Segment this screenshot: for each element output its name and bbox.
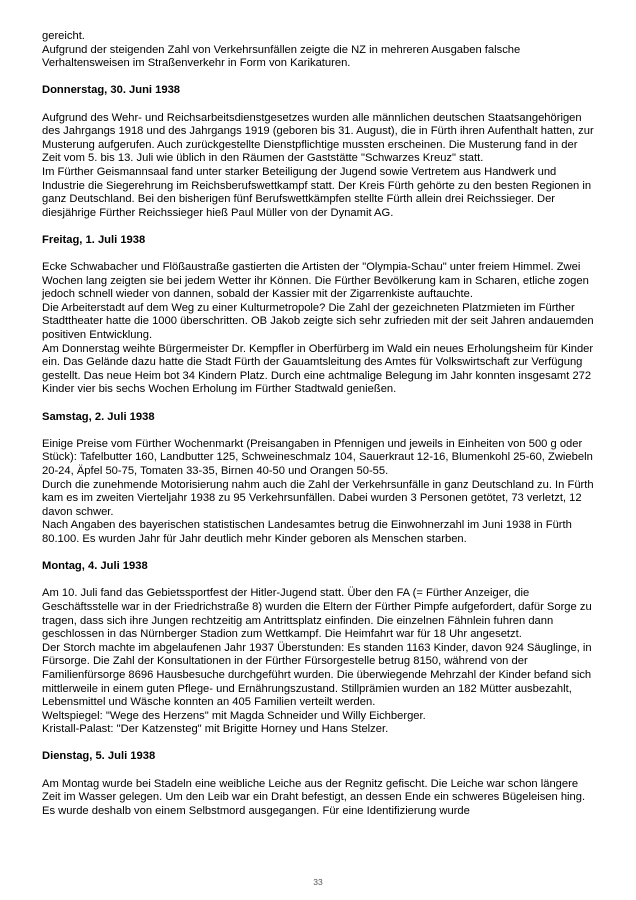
entry-heading-4-juli-1938: Montag, 4. Juli 1938 bbox=[42, 560, 148, 573]
paragraph: Kristall-Palast: "Der Katzensteg" mit Brigitte Horney und Hans Stelzer. bbox=[42, 723, 389, 736]
page-number: 33 bbox=[313, 877, 323, 887]
paragraph-block-freitag bbox=[42, 261, 594, 397]
entry-heading-1-juli-1938: Freitag, 1. Juli 1938 bbox=[42, 233, 146, 246]
paragraph: Nach Angaben des bayerischen statistischen Landesamtes betrug die Einwohnerzahl im Juni 1938 in Fürth 80.100. Es wurden Jahr für Jahr deutlich mehr Kinder geboren als Menschen starben. bbox=[42, 519, 572, 545]
paragraph-block-dienstag bbox=[42, 778, 594, 819]
entry-heading-30-juni-1938: Donnerstag, 30. Juni 1938 bbox=[42, 84, 181, 97]
paragraph-block-samstag bbox=[42, 438, 594, 547]
paragraph-block-donnerstag bbox=[42, 112, 594, 221]
entry-heading-2-juli-1938: Samstag, 2. Juli 1938 bbox=[42, 410, 155, 423]
paragraph: gereicht. bbox=[42, 30, 85, 42]
paragraph-block-intro bbox=[42, 30, 594, 71]
paragraph: Weltspiegel: "Wege des Herzens" mit Magda Schneider und Willy Eichberger. bbox=[42, 709, 426, 722]
paragraph: Im Fürther Geismannsaal fand unter starker Beteiligung der Jugend sowie Vertretem aus Handwerk und Industrie die Siegerehrung im Reichsberufswettkampf statt. Der Kreis Fürth gehörte zu den besten Regionen in ganz Deutschland. Bei den bisherigen fünf Berufswettkämpfen stellte Fürth allein drei Reichssieger. Der diesjährige Fürther Reichssieger hieß Paul Müller von der Dynamit AG. bbox=[42, 165, 592, 219]
paragraph: Die Arbeiterstadt auf dem Weg zu einer Kulturmetropole? Die Zahl der gezeichneten Platzmieten im Fürther Stadttheater hatte die 1000 überschritten. OB Jakob zeigte sich sehr zufrieden mit der seit Jahren andauemden positiven Entwicklung. bbox=[42, 301, 594, 342]
paragraph: Durch die zunehmende Motorisierung nahm auch die Zahl der Verkehrsunfälle in ganz Deutschland zu. In Fürth kam es im zweiten Vierteljahr 1938 zu 95 Verkehrsunfällen. Dabei wurden 3 Personen getötet, 73 verletzt, 12 davon schwer. bbox=[42, 478, 594, 518]
paragraph: Der Storch machte im abgelaufenen Jahr 1937 Überstunden: Es standen 1163 Kinder, davon 924 Säuglinge, in Fürsorge. Die Zahl der Konsultationen in der Fürther Fürsorgestelle betrug 8150, während von der Familienfürsorge 8696 Hausbesuche durchgeführt wurden. Die überwiegende Mehrzahl der Kinder befand sich mittlerweile in einem guten Pflege- und Ernährungszustand. Stillprämien wurden an 182 Mütter ausbezahlt, Lebensmittel und Wäsche konnten an 405 Familien verteilt werden. bbox=[42, 641, 592, 709]
paragraph: Aufgrund der steigenden Zahl von Verkehrsunfällen zeigte die NZ in mehreren Ausgaben falsche Verhaltensweisen im Straßenverkehr in Form von Karikaturen. bbox=[42, 43, 521, 70]
paragraph: Ecke Schwabacher und Flößaustraße gastierten die Artisten der "Olympia-Schau" unter freiem Himmel. Zwei Wochen lang zeigten sie bei jedem Wetter ihr Können. Die Fürther Bevölkerung kam in Scharen, etliche zogen jedoch schnell wieder von dannen, sobald der Kassier mit der Zigarrenkiste auftauchte. bbox=[42, 261, 589, 301]
paragraph: Am Montag wurde bei Stadeln eine weibliche Leiche aus der Regnitz gefischt. Die Leiche war schon längere Zeit im Wasser gelegen. Um den Leib war ein Draht befestigt, an dessen Ende ein schweres Bügeleisen hing. Es wurde deshalb von einem Selbstmord ausgegangen. Für eine Identifizierung wurde bbox=[42, 777, 586, 817]
paragraph: Am Donnerstag weihte Bürgermeister Dr. Kempfler in Oberfürberg im Wald ein neues Erholungsheim für Kinder ein. Das Gelände dazu hatte die Stadt Fürth der Gauamtsleitung des Amtes für Volkswirtschaft zur Verfügung gestellt. Das neue Heim bot 34 Kindern Platz. Durch eine achtmalige Belegung im Jahr konnten insgesamt 272 Kinder vier bis sechs Wochen Erholung im Fürther Stadtwald genießen. bbox=[42, 342, 594, 396]
entry-heading-5-juli-1938: Dienstag, 5. Juli 1938 bbox=[42, 750, 156, 763]
paragraph: Einige Preise vom Fürther Wochenmarkt (Preisangaben in Pfennigen und jeweils in Einheiten von 500 g oder Stück): Tafelbutter 160, Landbutter 125, Schweineschmalz 104, Sauerkraut 12-16, Blumenkohl 25-60, Zwiebeln 20-24, Äpfel 50-75, Tomaten 33-35, Birnen 40-50 und Orangen 50-55. bbox=[42, 437, 593, 477]
paragraph-block-montag bbox=[42, 587, 594, 737]
paragraph: Aufgrund des Wehr- und Reichsarbeitsdienstgesetzes wurden alle männlichen deutschen Staatsangehörigen des Jahrgangs 1918 und des Jahrgangs 1919 (geboren bis 31. August), die in Fürth ihren Aufenthalt hatten, zur Musterung aufgerufen. Auch zurückgestellte Dienstpflichtige mussten erscheinen. Die Musterung fand in der Zeit vom 5. bis 13. Juli wie üblich in den Räumen der Gaststätte "Schwarzes Kreuz" statt. bbox=[42, 111, 594, 165]
paragraph: Am 10. Juli fand das Gebietssportfest der Hitler-Jugend statt. Über den FA (= Fürther Anzeiger, die Geschäftsstelle war in der Friedrichstraße 8) wurden die Eltern der Fürther Pimpfe aufgefordert, dafür Sorge zu tragen, dass sich ihre Jungen rechtzeitig am Antrittsplatz einfinden. Die einzelnen Fähnlein fuhren dann geschlossen in das Nürnberger Stadion zum Wettkampf. Die Heimfahrt war für 18 Uhr angesetzt. bbox=[42, 587, 592, 641]
